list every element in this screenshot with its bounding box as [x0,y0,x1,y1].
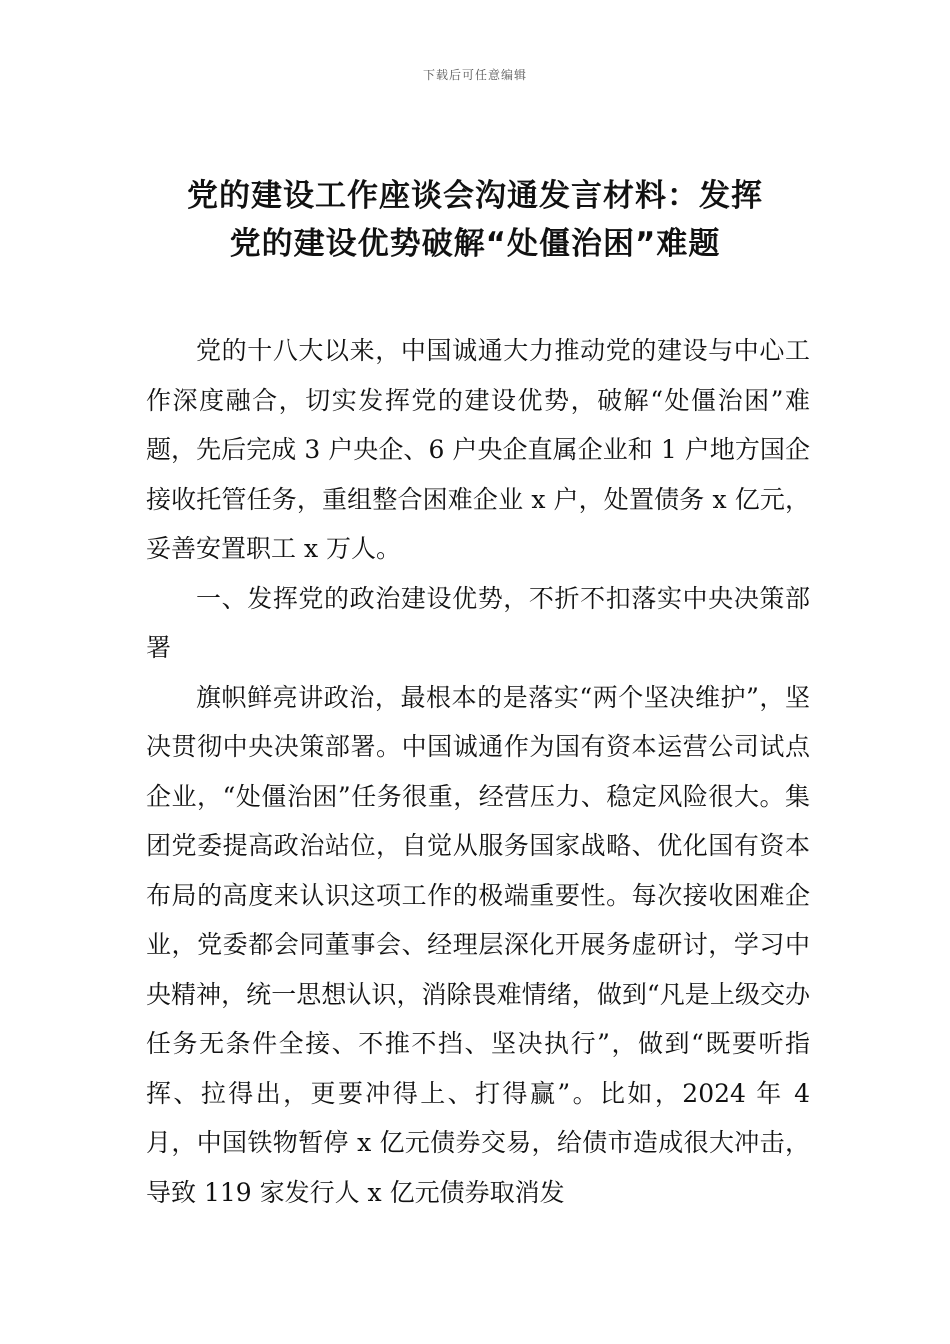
document-title [140,172,810,268]
paragraph-intro: 党的十八大以来，中国诚通大力推动党的建设与中心工作深度融合，切实发挥党的建设优势，破解“处僵治困”难题，先后完成 3 户央企、6 户央企直属企业和 1 户地方国企接收托管任务，重组整合困难企业 x 户，处置债务 x 亿元，妥善安置职工 x 万人。 [146,336,810,563]
document-body [146,326,810,1217]
title-line-2: 党的建设优势破解“处僵治困”难题 [229,226,721,262]
title-line-1: 党的建设工作座谈会沟通发言材料：发挥 [187,178,763,214]
paragraph-section-1: 旗帜鲜亮讲政治，最根本的是落实“两个坚决维护”，坚决贯彻中央决策部署。中国诚通作为国有资本运营公司试点企业，“处僵治困”任务很重，经营压力、稳定风险很大。集团党委提高政治站位，自觉从服务国家战略、优化国有资本布局的高度来认识这项工作的极端重要性。每次接收困难企业，党委都会同董事会、经理层深化开展务虚研讨，学习中央精神，统一思想认识，消除畏难情绪，做到“凡是上级交办任务无条件全接、不推不挡、坚决执行”，做到“既要听指挥、拉得出，更要冲得上、打得赢”。比如，2024 年 4 月，中国铁物暂停 x 亿元债券交易，给债市造成很大冲击，导致 119 家发行人 x 亿元债券取消发 [146,682,810,1207]
section-heading-1: 一、发挥党的政治建设优势，不折不扣落实中央决策部署 [146,583,810,662]
page-header-note: 下载后可任意编辑 [422,68,527,82]
